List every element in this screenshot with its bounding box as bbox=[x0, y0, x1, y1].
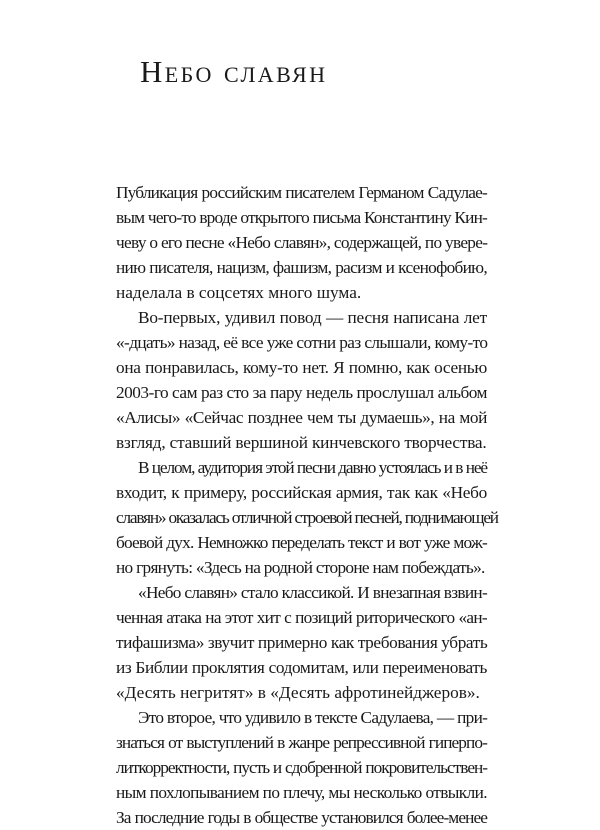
text-line: боевой дух. Немножко переделать текст и вот уже мож- bbox=[116, 533, 487, 552]
text-line: знаться от выступлений в жанре репрессивной гиперпо- bbox=[116, 733, 487, 752]
chapter-title: Небо славян bbox=[140, 54, 328, 89]
text-line: В целом, аудитория этой песни давно устоялась и в неё bbox=[138, 458, 487, 477]
text-line: чеву о его песне «Небо славян», содержащей, по увере- bbox=[116, 233, 488, 252]
text-line: Публикация российским писателем Германом Садулае- bbox=[116, 183, 487, 202]
text-line: вым чего-то вроде открытого письма Константину Кин- bbox=[116, 208, 487, 227]
text-line: взгляд, ставший вершиной кинчевского творчества. bbox=[116, 433, 487, 452]
text-line: ченная атака на этот хит с позиций риторического «ан- bbox=[116, 608, 487, 627]
text-line: тифашизма» звучит примерно как требования убрать bbox=[116, 633, 488, 652]
text-line: славян» оказалась отличной строевой песней, поднимающей bbox=[116, 508, 498, 527]
text-line: Во-первых, удивил повод — песня написана лет bbox=[138, 308, 487, 327]
text-line: «Алисы» «Сейчас позднее чем ты думаешь», на мой bbox=[116, 408, 487, 427]
text-line: входит, к примеру, российская армия, так как «Небо bbox=[116, 483, 487, 502]
text-line: «Небо славян» стало классикой. И внезапная взвин- bbox=[138, 583, 487, 602]
text-line: «-дцать» назад, её все уже сотни раз слышали, кому-то bbox=[116, 333, 488, 352]
text-line: наделала в соцсетях много шума. bbox=[116, 283, 362, 302]
text-line: но грянуть: «Здесь на родной стороне нам побеждать». bbox=[116, 558, 485, 577]
text-line: литкорректности, пусть и сдобренной покровительствен- bbox=[116, 758, 487, 777]
text-line: из Библии проклятия содомитам, или переименовать bbox=[116, 658, 487, 677]
text-line: нию писателя, нацизм, фашизм, расизм и ксенофобию, bbox=[116, 258, 487, 277]
text-line: За последние годы в обществе установился более-менее bbox=[116, 808, 487, 827]
text-line: 2003-го сам раз сто за пару недель прослушал альбом bbox=[116, 383, 487, 402]
text-line: ным похлопыванием по плечу, мы несколько отвыкли. bbox=[116, 783, 487, 802]
text-line: «Десять негритят» в «Десять афротинейджеров». bbox=[116, 683, 480, 702]
text-line: Это второе, что удивило в тексте Садулаева, — при- bbox=[138, 708, 488, 727]
text-line: она понравилась, кому-то нет. Я помню, как осенью bbox=[116, 358, 487, 377]
